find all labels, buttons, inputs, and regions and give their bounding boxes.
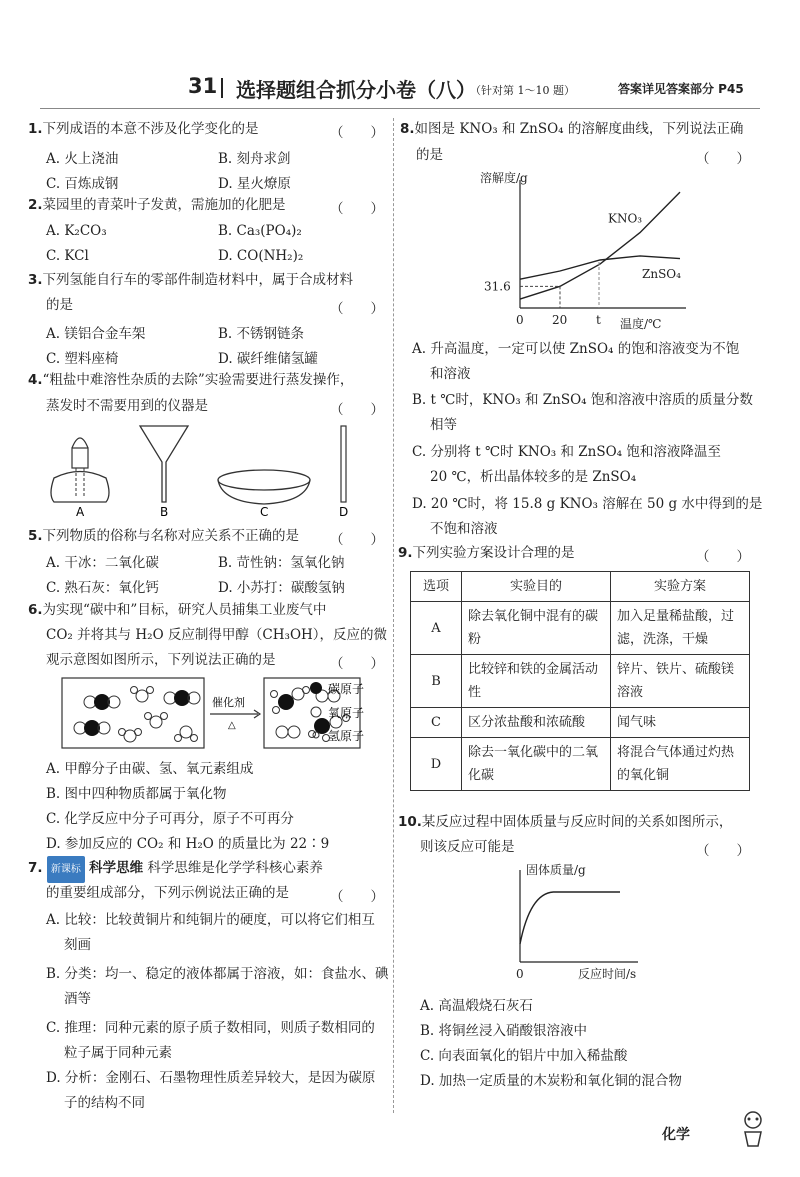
footer-subject: 化学 <box>662 1127 690 1143</box>
table-row[interactable] <box>411 738 750 791</box>
question-text: 下列物质的俗称与名称对应关系不正确的是 <box>42 528 300 544</box>
option-b[interactable]: B. 不锈钢链条 <box>218 326 305 342</box>
answer-reference: 答案详见答案部分 P45 <box>618 82 744 96</box>
legend-znso4: ZnSO₄ <box>642 266 681 281</box>
option-a[interactable]: A. 火上浇油 <box>46 151 119 167</box>
reaction-legend <box>306 676 390 748</box>
header-divider <box>221 78 223 98</box>
header-rule <box>40 108 760 109</box>
question-text: “粗盐中难溶性杂质的去除”实验需要进行蒸发操作， <box>42 372 354 388</box>
question-text: 为实现“碳中和”目标，研究人员捕集工业废气中 <box>42 602 327 618</box>
question-3 <box>28 268 353 293</box>
legend-carbon: 碳原子 <box>328 682 365 696</box>
y-axis-label: 固体质量/g <box>526 863 586 877</box>
question-5 <box>28 524 299 549</box>
option-c[interactable]: C. KCl <box>46 248 89 264</box>
answer-blank[interactable]: （ ） <box>330 656 384 672</box>
question-number: 10. <box>398 814 422 830</box>
solubility-chart <box>470 168 700 338</box>
option-a[interactable]: A. K₂CO₃ <box>46 223 107 239</box>
question-number: 3. <box>28 272 43 288</box>
option-d[interactable]: D. 星火燎原 <box>218 176 291 192</box>
option-d[interactable]: D. 参加反应的 CO₂ 和 H₂O 的质量比为 22∶9 <box>46 836 330 852</box>
question-text: 下列氢能自行车的零部件制造材料中，属于合成材料 <box>42 272 354 288</box>
option-b[interactable]: B. 分类：均一、稳定的液体都属于溶液，如：食盐水、碘 <box>46 966 389 982</box>
series-line-mass <box>520 892 620 944</box>
answer-blank[interactable]: （ ） <box>696 151 750 167</box>
question-text: 下列成语的本意不涉及化学变化的是 <box>42 121 259 137</box>
question-number: 8. <box>400 121 415 137</box>
evaporating-dish-icon[interactable] <box>218 470 310 504</box>
h2o-molecule-icon <box>145 713 168 729</box>
row-option: D <box>411 738 462 791</box>
option-b-cont: 酒等 <box>64 991 91 1007</box>
mascot-icon <box>738 1110 768 1150</box>
h2o-molecule-icon <box>119 729 142 743</box>
option-d[interactable]: D. 加热一定质量的木炭粉和氧化铜的混合物 <box>420 1073 682 1089</box>
header-option: 选项 <box>411 572 462 602</box>
question-number: 4. <box>28 372 43 388</box>
question-number: 7. <box>28 860 43 876</box>
option-c-cont: 20 ℃，析出晶体较多的是 ZnSO₄ <box>430 469 637 485</box>
question-number: 9. <box>398 545 413 561</box>
option-a[interactable]: A. 比较：比较黄铜片和纯铜片的硬度，可以将它们相互 <box>46 912 375 928</box>
answer-blank[interactable]: （ ） <box>330 125 384 141</box>
question-text-cont: 的是 <box>416 147 443 163</box>
row-purpose: 除去一氧化碳中的二氧化碳 <box>462 738 611 791</box>
page-scope: （针对第 1～10 题） <box>470 84 575 97</box>
question-8 <box>400 117 743 142</box>
question-number: 1. <box>28 121 43 137</box>
glass-rod-icon[interactable] <box>341 426 346 502</box>
option-c[interactable]: C. 向表面氧化的铝片中加入稀盐酸 <box>420 1048 628 1064</box>
question-number: 2. <box>28 197 43 213</box>
row-option: B <box>411 655 462 708</box>
label-c: C <box>260 505 269 519</box>
answer-blank[interactable]: （ ） <box>330 889 384 905</box>
answer-blank[interactable]: （ ） <box>330 201 384 217</box>
row-purpose: 区分浓盐酸和浓硫酸 <box>462 708 611 738</box>
question-text: 科学思维是化学学科核心素养 <box>147 860 323 876</box>
option-a[interactable]: A. 镁铝合金车架 <box>46 326 146 342</box>
x-axis-label: 反应时间/s <box>578 967 637 981</box>
oxygen-atom-icon <box>311 707 321 717</box>
option-a[interactable]: A. 高温煅烧石灰石 <box>420 998 533 1014</box>
option-a-cont: 刻画 <box>64 937 91 953</box>
section-number: 31 <box>188 74 218 98</box>
new-curriculum-badge: 新课标 <box>47 856 85 883</box>
tick-label: 31.6 <box>484 279 511 294</box>
question-text: 某反应过程中固体质量与反应时间的关系如图所示， <box>421 814 733 830</box>
row-option: A <box>411 602 462 655</box>
question-text: 如图是 KNO₃ 和 ZnSO₄ 的溶解度曲线，下列说法正确 <box>414 121 744 137</box>
answer-blank[interactable]: （ ） <box>696 843 750 859</box>
label-b: B <box>160 505 169 519</box>
option-b[interactable]: B. 刻舟求剑 <box>218 151 291 167</box>
option-c[interactable]: C. 塑料座椅 <box>46 351 119 367</box>
solid-mass-chart <box>506 860 666 986</box>
option-c-cont: 粒子属于同种元素 <box>64 1045 172 1061</box>
question-topic: 科学思维 <box>89 860 144 876</box>
option-c[interactable]: C. 推理：同种元素的原子质子数相同，则质子数相同的 <box>46 1020 375 1036</box>
question-10 <box>398 810 732 835</box>
option-d[interactable]: D. 20 ℃时，将 15.8 g KNO₃ 溶解在 50 g 水中得到的是 <box>412 496 763 512</box>
question-4 <box>28 368 353 393</box>
option-c[interactable]: C. 化学反应中分子可再分，原子不可再分 <box>46 811 294 827</box>
option-b[interactable]: B. 苛性钠：氢氧化钠 <box>218 555 345 571</box>
row-plan: 闻气味 <box>611 708 750 738</box>
label-a: A <box>76 505 85 519</box>
question-text-cont: 观示意图如图所示，下列说法正确的是 <box>46 652 276 668</box>
option-d[interactable]: D. 分析：金刚石、石墨物理性质差异较大，是因为碳原 <box>46 1070 376 1086</box>
question-number: 5. <box>28 528 43 544</box>
apparatus-figure <box>36 420 376 520</box>
question-text-cont: 则该反应可能是 <box>420 839 515 855</box>
option-d[interactable]: D. 小苏打：碳酸氢钠 <box>218 580 345 596</box>
table-row[interactable] <box>411 602 750 655</box>
row-option: C <box>411 708 462 738</box>
legend-hydrogen: 氢原子 <box>328 729 365 743</box>
carbon-atom-icon <box>310 682 322 694</box>
question-text-cont: CO₂ 并将其与 H₂O 反应制得甲醇（CH₃OH），反应的微 <box>46 627 388 643</box>
table-row[interactable] <box>411 655 750 708</box>
question-text-cont: 蒸发时不需要用到的仪器是 <box>46 398 208 414</box>
option-c[interactable]: C. 分别将 t ℃时 KNO₃ 和 ZnSO₄ 饱和溶液降温至 <box>412 444 721 460</box>
answer-blank[interactable]: （ ） <box>330 301 384 317</box>
funnel-icon[interactable] <box>140 426 188 502</box>
question-text: 菜园里的青菜叶子发黄，需施加的化肥是 <box>42 197 286 213</box>
y-axis-label: 溶解度/g <box>480 171 528 185</box>
series-line-kno3 <box>520 192 680 299</box>
tick-label: 0 <box>516 967 524 981</box>
page-title: 选择题组合抓分小卷（八） <box>236 78 476 102</box>
o2-molecule-icon <box>276 726 300 738</box>
catalyst-label: 催化剂 <box>212 696 245 709</box>
row-plan: 锌片、铁片、硫酸镁溶液 <box>611 655 750 708</box>
co2-molecule-icon <box>164 690 200 706</box>
answer-blank[interactable]: （ ） <box>330 402 384 418</box>
option-c[interactable]: C. 百炼成钢 <box>46 176 119 192</box>
option-d[interactable]: D. 碳纤维储氢罐 <box>218 351 318 367</box>
option-a[interactable]: A. 干冰：二氧化碳 <box>46 555 159 571</box>
option-d[interactable]: D. CO(NH₂)₂ <box>218 248 304 264</box>
option-a-cont: 和溶液 <box>430 366 471 382</box>
row-plan: 加入足量稀盐酸，过滤，洗涤，干燥 <box>611 602 750 655</box>
row-purpose: 除去氧化铜中混有的碳粉 <box>462 602 611 655</box>
question-text-cont: 的是 <box>46 297 73 313</box>
methanol-molecule-icon <box>271 687 310 714</box>
h2o-molecule-icon <box>131 687 154 703</box>
legend-oxygen: 氧原子 <box>328 706 365 720</box>
answer-blank[interactable]: （ ） <box>696 549 750 565</box>
h2o-molecule-icon <box>175 726 198 742</box>
answer-blank[interactable]: （ ） <box>330 532 384 548</box>
option-b[interactable]: B. Ca₃(PO₄)₂ <box>218 223 302 239</box>
option-a[interactable]: A. 升高温度，一定可以使 ZnSO₄ 的饱和溶液变为不饱 <box>412 341 740 357</box>
experiment-table <box>410 571 750 791</box>
question-text-cont: 的重要组成部分，下列示例说法正确的是 <box>46 885 289 901</box>
question-2 <box>28 193 286 218</box>
question-number: 6. <box>28 602 43 618</box>
option-b[interactable]: B. t ℃时，KNO₃ 和 ZnSO₄ 饱和溶液中溶质的质量分数 <box>412 392 753 408</box>
heat-symbol: △ <box>228 720 236 731</box>
question-6 <box>28 598 326 623</box>
row-purpose: 比较锌和铁的金属活动性 <box>462 655 611 708</box>
question-text: 下列实验方案设计合理的是 <box>412 545 575 561</box>
option-a[interactable]: A. 甲醇分子由碳、氢、氧元素组成 <box>46 761 254 777</box>
table-row[interactable] <box>411 708 750 738</box>
tick-label: 0 <box>516 313 524 327</box>
row-plan: 将混合气体通过灼热的氧化铜 <box>611 738 750 791</box>
header-purpose: 实验目的 <box>462 572 611 602</box>
column-divider <box>393 118 394 1113</box>
hydrogen-atom-icon <box>313 732 319 738</box>
question-7 <box>28 856 323 883</box>
tick-label: 20 <box>552 313 568 327</box>
label-d: D <box>339 505 349 519</box>
option-b-cont: 相等 <box>430 417 457 433</box>
option-b[interactable]: B. 图中四种物质都属于氧化物 <box>46 786 227 802</box>
legend-kno3: KNO₃ <box>608 211 643 226</box>
option-d-cont: 不饱和溶液 <box>430 521 498 537</box>
co2-molecule-icon <box>84 694 120 710</box>
header-plan: 实验方案 <box>611 572 750 602</box>
table-header-row <box>411 572 750 602</box>
question-9 <box>398 541 575 566</box>
tick-label: t <box>596 313 601 327</box>
option-b[interactable]: B. 将铜丝浸入硝酸银溶液中 <box>420 1023 588 1039</box>
alcohol-lamp-icon[interactable] <box>51 438 109 502</box>
question-1 <box>28 117 259 142</box>
option-c[interactable]: C. 熟石灰：氧化钙 <box>46 580 159 596</box>
option-d-cont: 子的结构不同 <box>64 1095 145 1111</box>
co2-molecule-icon <box>74 720 110 736</box>
x-axis-label: 温度/℃ <box>620 317 662 331</box>
